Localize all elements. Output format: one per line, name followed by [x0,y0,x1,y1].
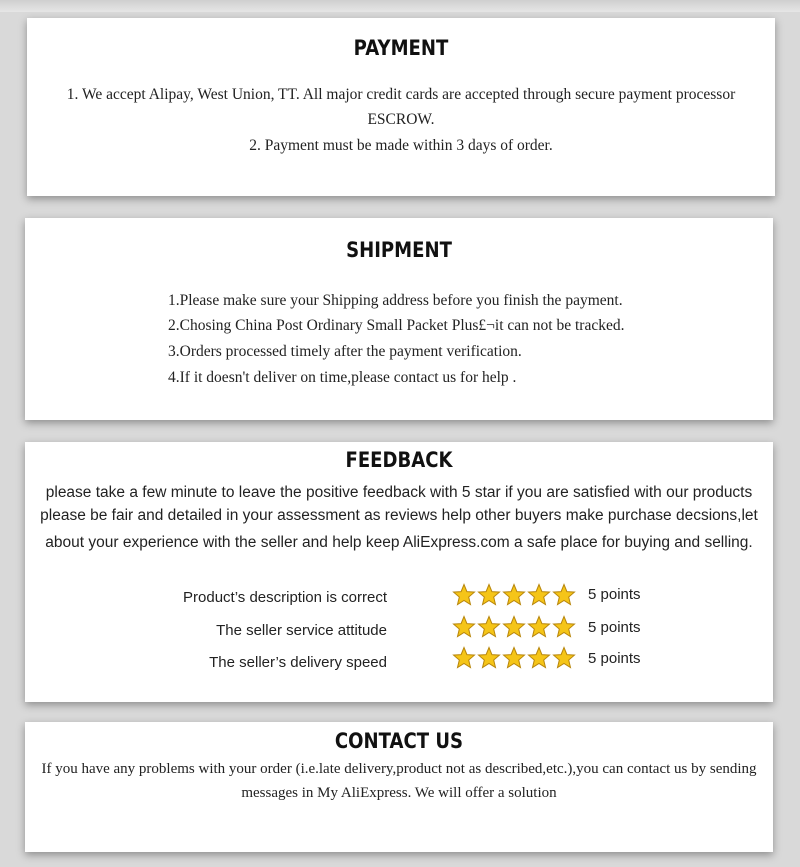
shipment-line-1: 1.Please make sure your Shipping address before you finish the payment. [168,292,623,309]
star-icon [452,583,476,607]
rating-label: The seller service attitude [216,622,387,639]
feedback-card [25,442,773,702]
rating-label: The seller’s delivery speed [209,654,387,671]
payment-line-2: ESCROW. [367,111,435,128]
shipment-title: SHIPMENT [346,238,452,262]
star-icon [502,615,526,639]
payment-card [27,18,775,196]
shipment-line-4: 4.If it doesn't deliver on time,please contact us for help . [168,369,517,386]
rating-label: Product’s description is correct [183,589,387,606]
star-icon [502,646,526,670]
star-icon [552,615,576,639]
feedback-line-2: please be fair and detailed in your assessment as reviews help other buyers make purchase decsions,let [40,507,758,524]
star-icon [477,583,501,607]
contact-line-2: messages in My AliExpress. We will offer a solution [241,785,557,801]
star-icon [477,646,501,670]
payment-line-1: 1. We accept Alipay, West Union, TT. All major credit cards are accepted through secure payment processor [66,86,736,103]
star-icon [502,583,526,607]
rating-stars [452,646,576,670]
rating-stars [452,583,576,607]
star-icon [527,646,551,670]
contact-line-1: If you have any problems with your order (i.e.late delivery,product not as described,etc.),you can contact us by sending [41,761,757,777]
payment-title: PAYMENT [353,36,449,60]
rating-points: 5 points [588,650,641,667]
rating-points: 5 points [588,619,641,636]
feedback-title: FEEDBACK [345,448,453,472]
star-icon [527,615,551,639]
contact-card [25,722,773,852]
rating-points: 5 points [588,586,641,603]
shipment-line-2: 2.Chosing China Post Ordinary Small Packet Plus£¬it can not be tracked. [168,317,625,334]
star-icon [452,615,476,639]
star-icon [552,646,576,670]
rating-stars [452,615,576,639]
feedback-line-3: about your experience with the seller and help keep AliExpress.com a safe place for buying and selling. [45,534,753,551]
shipment-card [25,218,773,420]
feedback-line-1: please take a few minute to leave the positive feedback with 5 star if you are satisfied with our products [45,484,753,501]
star-icon [452,646,476,670]
shipment-line-3: 3.Orders processed timely after the payment verification. [168,343,522,360]
contact-title: CONTACT US [334,729,464,753]
top-divider-strip [0,0,800,12]
star-icon [527,583,551,607]
star-icon [477,615,501,639]
star-icon [552,583,576,607]
payment-line-3: 2. Payment must be made within 3 days of order. [249,137,553,154]
